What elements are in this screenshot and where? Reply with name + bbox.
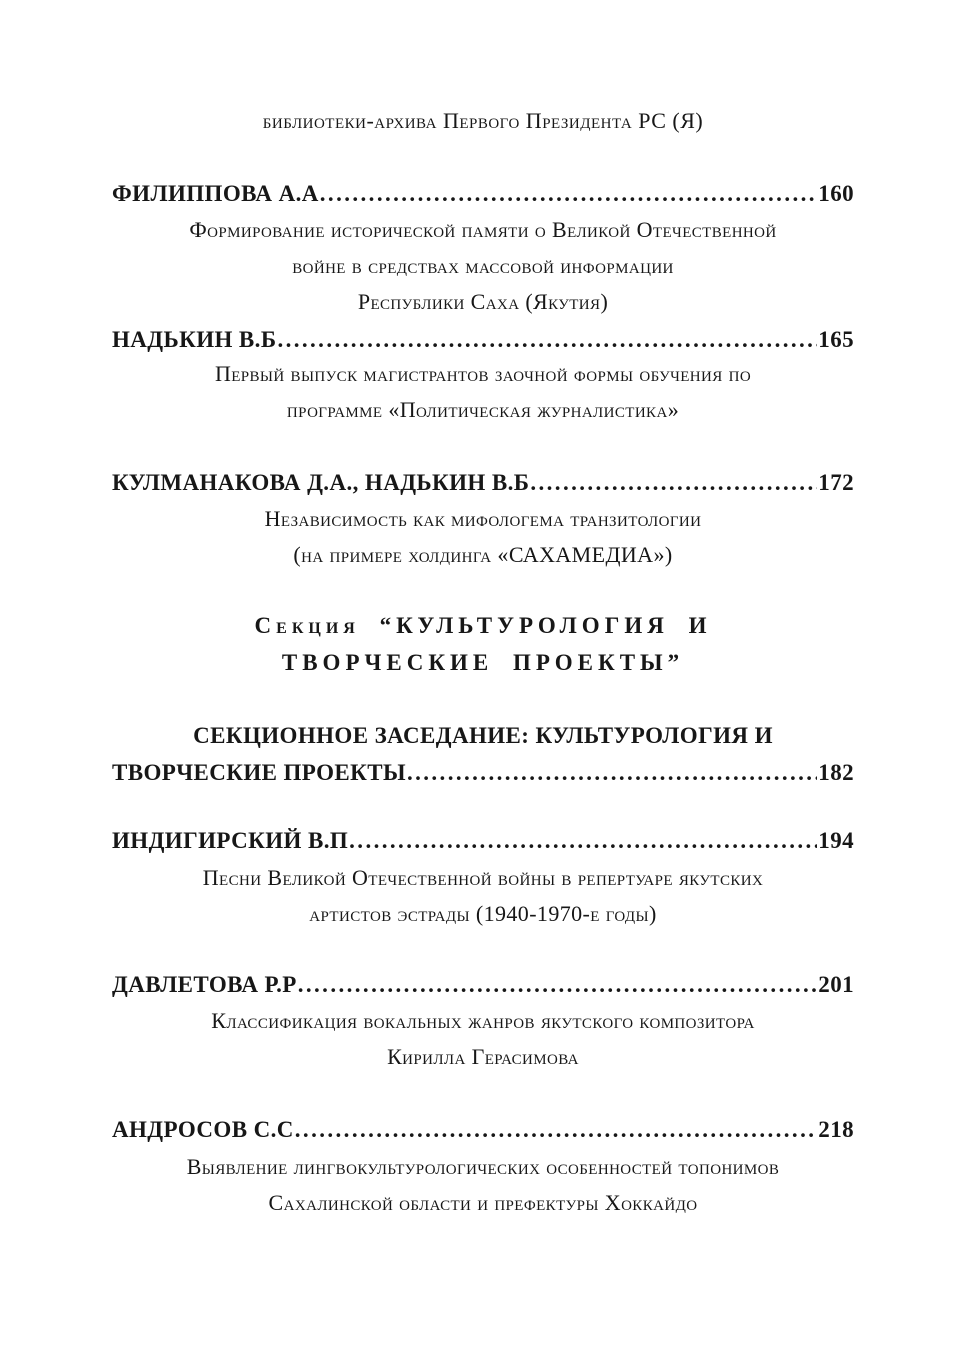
entry-title-line: программе «Политическая журналистика» bbox=[286, 397, 680, 422]
entry-title bbox=[112, 860, 854, 932]
entry-title-line: Первый выпуск магистрантов заочной формы обучения по bbox=[214, 361, 752, 386]
entry-author: НАДЬКИН В.Б bbox=[112, 327, 277, 352]
entry-page-number: 182 bbox=[818, 760, 854, 785]
dot-leader bbox=[298, 972, 818, 998]
entry-title-line: Независимость как мифологема транзитологии bbox=[264, 506, 702, 531]
toc-entry bbox=[112, 470, 854, 496]
session-entry-text: ТВОРЧЕСКИЕ ПРОЕКТЫ bbox=[112, 760, 406, 785]
dot-leader bbox=[295, 1117, 818, 1143]
session-entry bbox=[112, 717, 854, 791]
entry-page-number: 160 bbox=[818, 181, 854, 206]
entry-title-line: Выявление лингвокультурологических особенностей топонимов bbox=[186, 1154, 780, 1179]
entry-title-line: Формирование исторической памяти о Великой Отечественной bbox=[189, 217, 777, 242]
entry-title bbox=[112, 212, 854, 320]
entry-page-number: 172 bbox=[818, 470, 854, 495]
entry-title-line: артистов эстрады (1940-1970-е годы) bbox=[309, 901, 657, 926]
entry-title-line: Кирилла Герасимова bbox=[387, 1044, 579, 1069]
entry-author: ДАВЛЕТОВА Р.Р bbox=[112, 972, 297, 997]
entry-author: ФИЛИППОВА А.А bbox=[112, 181, 319, 206]
entry-title-line: Классификация вокальных жанров якутского композитора bbox=[211, 1008, 755, 1033]
entry-page-number: 194 bbox=[818, 828, 854, 853]
entry-author: КУЛМАНАКОВА Д.А., НАДЬКИН В.Б bbox=[112, 470, 530, 495]
entry-title bbox=[112, 501, 854, 573]
entry-title bbox=[112, 356, 854, 428]
toc-entry bbox=[112, 1117, 854, 1143]
entry-author: АНДРОСОВ С.С bbox=[112, 1117, 294, 1142]
dot-leader bbox=[320, 181, 818, 207]
entry-page-number: 218 bbox=[818, 1117, 854, 1142]
dot-leader bbox=[407, 754, 817, 791]
entry-title-line: Песни Великой Отечественной войны в репертуаре якутских bbox=[202, 865, 764, 890]
dot-leader bbox=[349, 828, 817, 854]
entry-title bbox=[112, 1003, 854, 1075]
toc-entry bbox=[112, 828, 854, 854]
entry-page-number: 201 bbox=[818, 972, 854, 997]
continuation-line: библиотеки-архива Первого Президента РС (Я) bbox=[262, 108, 704, 133]
section-heading bbox=[112, 607, 854, 681]
section-heading-line: Секция “КУЛЬТУРОЛОГИЯ И bbox=[254, 613, 712, 638]
toc-entry bbox=[112, 181, 854, 207]
entry-title-line: (на примере холдинга «САХАМЕДИА») bbox=[293, 542, 673, 567]
dot-leader bbox=[530, 470, 817, 496]
toc-entry bbox=[112, 327, 854, 353]
toc-entry bbox=[112, 972, 854, 998]
session-entry-line: СЕКЦИОННОЕ ЗАСЕДАНИЕ: КУЛЬТУРОЛОГИЯ И bbox=[193, 723, 773, 748]
entry-title-line: Республики Саха (Якутия) bbox=[357, 289, 609, 314]
entry-title-line: войне в средствах массовой информации bbox=[292, 253, 674, 278]
entry-page-number: 165 bbox=[818, 327, 854, 352]
section-heading-line: ТВОРЧЕСКИЕ ПРОЕКТЫ” bbox=[281, 650, 685, 675]
dot-leader bbox=[277, 327, 817, 353]
entry-title-line: Сахалинской области и префектуры Хоккайдо bbox=[268, 1190, 698, 1215]
entry-author: ИНДИГИРСКИЙ В.П bbox=[112, 828, 349, 853]
session-entry-line bbox=[112, 754, 854, 791]
entry-title bbox=[112, 1149, 854, 1221]
